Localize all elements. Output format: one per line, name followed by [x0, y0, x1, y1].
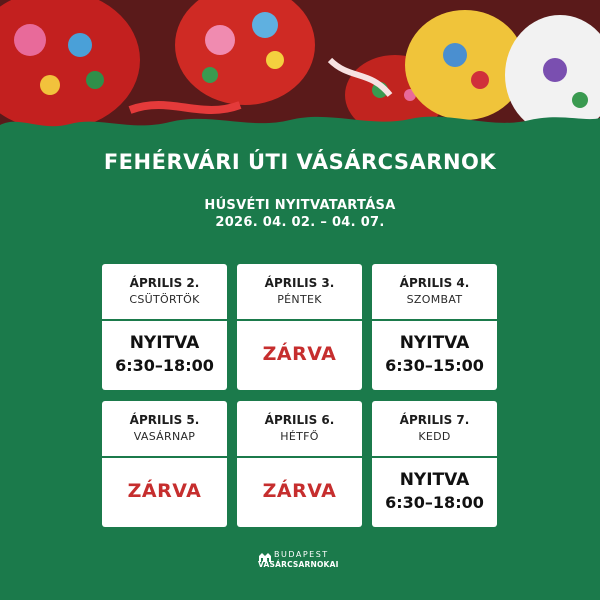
subtitle-line-2: 2026. 04. 02. – 04. 07. [215, 215, 385, 230]
day-card-body [102, 321, 227, 390]
day-date: ÁPRILIS 6. [264, 413, 335, 427]
day-card-header [237, 401, 362, 458]
day-weekday: KEDD [418, 430, 451, 443]
day-card-body [372, 321, 497, 390]
logo-line-1: BUDAPEST [274, 550, 329, 559]
opening-hours: 6:30–15:00 [385, 356, 484, 375]
day-date: ÁPRILIS 4. [399, 276, 470, 290]
day-card-body [102, 458, 227, 527]
subtitle [0, 197, 600, 231]
day-card-april-2 [102, 264, 227, 390]
day-card-header [372, 264, 497, 321]
status-closed: ZÁRVA [262, 480, 337, 502]
day-weekday: CSÜTÖRTÖK [129, 293, 200, 306]
day-card-header [372, 401, 497, 458]
status-open: NYITVA [129, 333, 200, 353]
day-card-april-7 [372, 401, 497, 527]
status-open: NYITVA [399, 333, 470, 353]
subtitle-line-1: HÚSVÉTI NYITVATARTÁSA [204, 198, 396, 213]
day-date: ÁPRILIS 5. [129, 413, 200, 427]
day-card-header [102, 401, 227, 458]
day-date: ÁPRILIS 7. [399, 413, 470, 427]
day-card-body [237, 458, 362, 527]
status-open: NYITVA [399, 470, 470, 490]
day-date: ÁPRILIS 3. [264, 276, 335, 290]
day-date: ÁPRILIS 2. [129, 276, 200, 290]
day-card-header [102, 264, 227, 321]
day-card-body [237, 321, 362, 390]
status-closed: ZÁRVA [262, 343, 337, 365]
day-weekday: HÉTFŐ [280, 430, 319, 443]
day-card-april-4 [372, 264, 497, 390]
budapest-vasarcsarnokai-logo [258, 550, 348, 572]
logo-line-2: VÁSÁRCSARNOKAI [258, 560, 339, 569]
day-card-body [372, 458, 497, 527]
day-card-april-6 [237, 401, 362, 527]
page-title: FEHÉRVÁRI ÚTI VÁSÁRCSARNOK [103, 150, 497, 174]
day-card-header [237, 264, 362, 321]
schedule-grid [102, 264, 497, 528]
day-card-april-5 [102, 401, 227, 527]
opening-hours: 6:30–18:00 [115, 356, 214, 375]
easter-eggs-photo [0, 0, 600, 140]
status-closed: ZÁRVA [127, 480, 202, 502]
day-weekday: SZOMBAT [406, 293, 463, 306]
day-card-april-3 [237, 264, 362, 390]
day-weekday: VASÁRNAP [133, 430, 196, 443]
day-weekday: PÉNTEK [277, 293, 322, 306]
opening-hours: 6:30–18:00 [385, 493, 484, 512]
